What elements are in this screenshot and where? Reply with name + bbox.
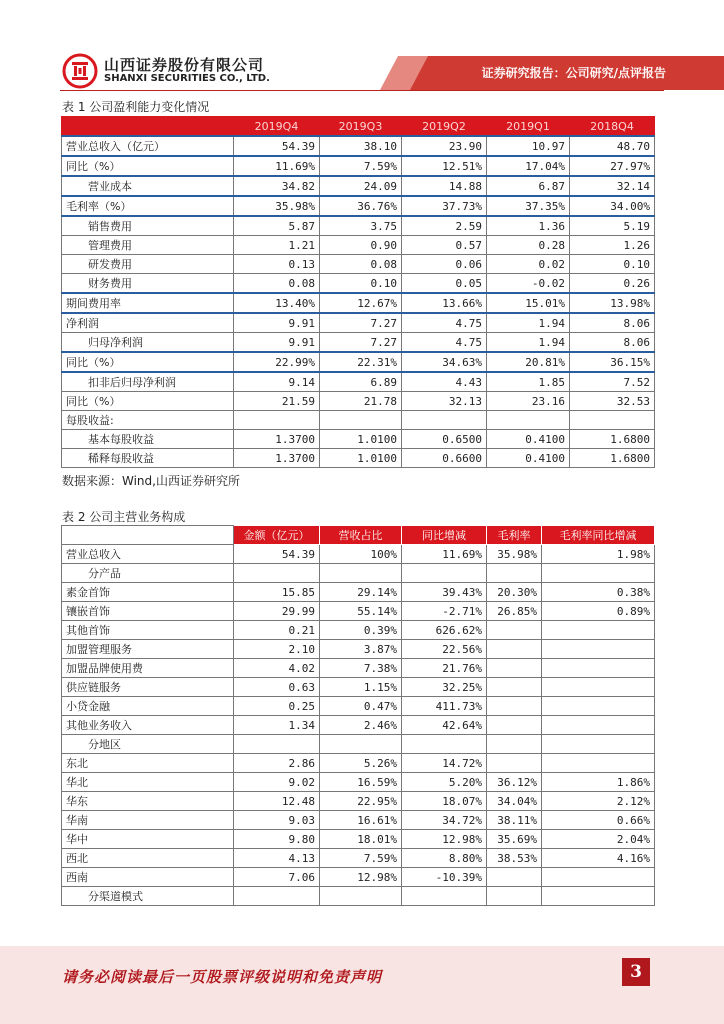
- row-label: 稀释每股收益: [62, 449, 234, 468]
- row-label: 营业总收入: [62, 545, 234, 564]
- value-cell: 12.67%: [320, 293, 402, 313]
- value-cell: 21.59: [234, 392, 320, 411]
- table1-caption: 表 1 公司盈利能力变化情况: [62, 100, 210, 114]
- table-row: [62, 811, 655, 830]
- value-cell: 7.59%: [320, 849, 402, 868]
- header-cell-empty: [62, 526, 234, 545]
- value-cell: -10.39%: [402, 868, 487, 887]
- value-cell: [487, 716, 542, 735]
- value-cell: 34.72%: [402, 811, 487, 830]
- value-cell: 29.99: [234, 602, 320, 621]
- value-cell: 1.26: [570, 236, 655, 255]
- value-cell: 27.97%: [570, 156, 655, 176]
- row-label: 基本每股收益: [62, 430, 234, 449]
- value-cell: 36.76%: [320, 196, 402, 216]
- row-label: 同比（%）: [62, 156, 234, 176]
- value-cell: 9.14: [234, 372, 320, 392]
- table-row: [62, 868, 655, 887]
- value-cell: 18.01%: [320, 830, 402, 849]
- value-cell: [320, 564, 402, 583]
- row-label: 华北: [62, 773, 234, 792]
- value-cell: 3.75: [320, 216, 402, 236]
- table-row: [62, 352, 655, 372]
- value-cell: 1.98%: [542, 545, 655, 564]
- value-cell: 0.08: [234, 274, 320, 294]
- value-cell: 4.75: [402, 333, 487, 353]
- value-cell: 1.94: [487, 333, 570, 353]
- value-cell: 23.90: [402, 136, 487, 156]
- table-row: [62, 196, 655, 216]
- value-cell: 1.21: [234, 236, 320, 255]
- table-row: [62, 176, 655, 196]
- value-cell: [402, 564, 487, 583]
- value-cell: 20.81%: [487, 352, 570, 372]
- value-cell: [542, 564, 655, 583]
- business-composition-table: [61, 525, 655, 906]
- value-cell: 1.86%: [542, 773, 655, 792]
- value-cell: [542, 678, 655, 697]
- column-header: 2019Q1: [487, 117, 570, 137]
- value-cell: 7.38%: [320, 659, 402, 678]
- row-label: 扣非后归母净利润: [62, 372, 234, 392]
- value-cell: 0.28: [487, 236, 570, 255]
- value-cell: 0.63: [234, 678, 320, 697]
- value-cell: 5.20%: [402, 773, 487, 792]
- header-divider: [60, 90, 664, 91]
- value-cell: 7.59%: [320, 156, 402, 176]
- row-label: 分地区: [62, 735, 234, 754]
- row-label: 小贷金融: [62, 697, 234, 716]
- row-label: 西北: [62, 849, 234, 868]
- value-cell: [487, 697, 542, 716]
- table-row: [62, 735, 655, 754]
- value-cell: 11.69%: [402, 545, 487, 564]
- value-cell: [234, 564, 320, 583]
- value-cell: 20.30%: [487, 583, 542, 602]
- disclaimer-text: 请务必阅读最后一页股票评级说明和免责声明: [62, 968, 383, 986]
- row-label: 营业总收入（亿元）: [62, 136, 234, 156]
- value-cell: [320, 887, 402, 906]
- value-cell: [542, 621, 655, 640]
- value-cell: 9.91: [234, 313, 320, 333]
- value-cell: 7.27: [320, 313, 402, 333]
- value-cell: 16.59%: [320, 773, 402, 792]
- value-cell: 0.4100: [487, 430, 570, 449]
- value-cell: 34.04%: [487, 792, 542, 811]
- value-cell: [542, 640, 655, 659]
- value-cell: 7.27: [320, 333, 402, 353]
- value-cell: [542, 716, 655, 735]
- value-cell: 1.85: [487, 372, 570, 392]
- value-cell: 36.15%: [570, 352, 655, 372]
- table-header-row: [62, 117, 655, 137]
- value-cell: 35.69%: [487, 830, 542, 849]
- row-label: 华中: [62, 830, 234, 849]
- value-cell: 22.95%: [320, 792, 402, 811]
- value-cell: 21.78: [320, 392, 402, 411]
- row-label: 东北: [62, 754, 234, 773]
- value-cell: 0.39%: [320, 621, 402, 640]
- value-cell: 4.13: [234, 849, 320, 868]
- column-header: 2019Q4: [234, 117, 320, 137]
- value-cell: 0.02: [487, 255, 570, 274]
- row-label: 研发费用: [62, 255, 234, 274]
- page-number: 3: [622, 958, 650, 986]
- value-cell: 34.63%: [402, 352, 487, 372]
- value-cell: 0.6500: [402, 430, 487, 449]
- value-cell: 5.87: [234, 216, 320, 236]
- page-header: [0, 0, 724, 92]
- value-cell: 1.34: [234, 716, 320, 735]
- column-header: 营收占比: [320, 526, 402, 545]
- table-row: [62, 236, 655, 255]
- value-cell: 9.91: [234, 333, 320, 353]
- value-cell: 35.98%: [487, 545, 542, 564]
- row-label: 加盟品牌使用费: [62, 659, 234, 678]
- table-row: [62, 156, 655, 176]
- value-cell: [402, 887, 487, 906]
- column-header: 2018Q4: [570, 117, 655, 137]
- table-row: [62, 640, 655, 659]
- company-name-cn: 山西证券股份有限公司: [104, 56, 265, 74]
- row-label: 管理费用: [62, 236, 234, 255]
- value-cell: 0.21: [234, 621, 320, 640]
- value-cell: 4.16%: [542, 849, 655, 868]
- value-cell: 13.66%: [402, 293, 487, 313]
- row-label: 华东: [62, 792, 234, 811]
- table-row: [62, 773, 655, 792]
- value-cell: [487, 411, 570, 430]
- value-cell: [487, 754, 542, 773]
- value-cell: 11.69%: [234, 156, 320, 176]
- table-row: [62, 716, 655, 735]
- value-cell: 0.05: [402, 274, 487, 294]
- row-label: 同比（%）: [62, 352, 234, 372]
- value-cell: [320, 735, 402, 754]
- value-cell: 24.09: [320, 176, 402, 196]
- row-label: 华南: [62, 811, 234, 830]
- value-cell: [570, 411, 655, 430]
- value-cell: 0.06: [402, 255, 487, 274]
- table-row: [62, 216, 655, 236]
- value-cell: 1.36: [487, 216, 570, 236]
- value-cell: 32.14: [570, 176, 655, 196]
- value-cell: 12.98%: [320, 868, 402, 887]
- value-cell: 42.64%: [402, 716, 487, 735]
- column-header: 毛利率同比增减: [542, 526, 655, 545]
- value-cell: 26.85%: [487, 602, 542, 621]
- column-header: 2019Q3: [320, 117, 402, 137]
- value-cell: [402, 411, 487, 430]
- value-cell: 2.46%: [320, 716, 402, 735]
- table-row: [62, 449, 655, 468]
- row-label: 销售费用: [62, 216, 234, 236]
- table-row: [62, 830, 655, 849]
- value-cell: 22.31%: [320, 352, 402, 372]
- value-cell: 0.25: [234, 697, 320, 716]
- value-cell: [542, 887, 655, 906]
- row-label: 供应链服务: [62, 678, 234, 697]
- value-cell: 38.10: [320, 136, 402, 156]
- value-cell: 9.03: [234, 811, 320, 830]
- header-cell-empty: [62, 117, 234, 137]
- value-cell: 1.3700: [234, 449, 320, 468]
- value-cell: 0.26: [570, 274, 655, 294]
- value-cell: 0.4100: [487, 449, 570, 468]
- table-row: [62, 255, 655, 274]
- value-cell: 2.59: [402, 216, 487, 236]
- row-label: 毛利率（%）: [62, 196, 234, 216]
- value-cell: 0.57: [402, 236, 487, 255]
- table-row: [62, 583, 655, 602]
- value-cell: 13.98%: [570, 293, 655, 313]
- row-label: 西南: [62, 868, 234, 887]
- table-row: [62, 602, 655, 621]
- row-label: 分产品: [62, 564, 234, 583]
- value-cell: 22.56%: [402, 640, 487, 659]
- profitability-table: [61, 116, 655, 468]
- table-row: [62, 678, 655, 697]
- value-cell: 7.06: [234, 868, 320, 887]
- value-cell: 8.80%: [402, 849, 487, 868]
- table-row: [62, 621, 655, 640]
- row-label: 每股收益:: [62, 411, 234, 430]
- value-cell: 2.10: [234, 640, 320, 659]
- value-cell: 1.0100: [320, 430, 402, 449]
- value-cell: 4.75: [402, 313, 487, 333]
- value-cell: 0.89%: [542, 602, 655, 621]
- value-cell: [402, 735, 487, 754]
- value-cell: 14.72%: [402, 754, 487, 773]
- value-cell: [542, 754, 655, 773]
- value-cell: 15.01%: [487, 293, 570, 313]
- value-cell: 2.04%: [542, 830, 655, 849]
- value-cell: 54.39: [234, 545, 320, 564]
- value-cell: [542, 868, 655, 887]
- value-cell: 1.0100: [320, 449, 402, 468]
- value-cell: 1.15%: [320, 678, 402, 697]
- value-cell: [487, 621, 542, 640]
- table-row: [62, 430, 655, 449]
- value-cell: 5.26%: [320, 754, 402, 773]
- value-cell: 9.80: [234, 830, 320, 849]
- row-label: 净利润: [62, 313, 234, 333]
- row-label: 分渠道模式: [62, 887, 234, 906]
- table-row: [62, 136, 655, 156]
- value-cell: 14.88: [402, 176, 487, 196]
- value-cell: [234, 735, 320, 754]
- value-cell: -0.02: [487, 274, 570, 294]
- value-cell: [487, 659, 542, 678]
- value-cell: 23.16: [487, 392, 570, 411]
- value-cell: 55.14%: [320, 602, 402, 621]
- value-cell: [487, 735, 542, 754]
- table-row: [62, 313, 655, 333]
- table-header-row: [62, 526, 655, 545]
- value-cell: 29.14%: [320, 583, 402, 602]
- value-cell: [487, 640, 542, 659]
- value-cell: 35.98%: [234, 196, 320, 216]
- value-cell: 6.89: [320, 372, 402, 392]
- table-row: [62, 697, 655, 716]
- table-row: [62, 659, 655, 678]
- value-cell: [542, 735, 655, 754]
- value-cell: 48.70: [570, 136, 655, 156]
- value-cell: 12.51%: [402, 156, 487, 176]
- value-cell: 38.11%: [487, 811, 542, 830]
- company-name-en: SHANXI SECURITIES CO., LTD.: [104, 73, 270, 84]
- value-cell: 38.53%: [487, 849, 542, 868]
- value-cell: 32.53: [570, 392, 655, 411]
- value-cell: 1.6800: [570, 449, 655, 468]
- value-cell: 32.25%: [402, 678, 487, 697]
- value-cell: 100%: [320, 545, 402, 564]
- value-cell: 36.12%: [487, 773, 542, 792]
- value-cell: 12.48: [234, 792, 320, 811]
- column-header: 毛利率: [487, 526, 542, 545]
- value-cell: 0.13: [234, 255, 320, 274]
- table-row: [62, 411, 655, 430]
- table-row: [62, 564, 655, 583]
- value-cell: 411.73%: [402, 697, 487, 716]
- value-cell: 4.02: [234, 659, 320, 678]
- value-cell: 32.13: [402, 392, 487, 411]
- table-row: [62, 887, 655, 906]
- value-cell: 3.87%: [320, 640, 402, 659]
- value-cell: 17.04%: [487, 156, 570, 176]
- row-label: 其他首饰: [62, 621, 234, 640]
- shanxi-securities-logo-icon: [62, 53, 98, 89]
- table-row: [62, 545, 655, 564]
- value-cell: 8.06: [570, 313, 655, 333]
- row-label: 素金首饰: [62, 583, 234, 602]
- value-cell: 18.07%: [402, 792, 487, 811]
- value-cell: 0.47%: [320, 697, 402, 716]
- value-cell: [320, 411, 402, 430]
- value-cell: 0.10: [320, 274, 402, 294]
- value-cell: 0.66%: [542, 811, 655, 830]
- row-label: 其他业务收入: [62, 716, 234, 735]
- value-cell: [487, 564, 542, 583]
- table-row: [62, 333, 655, 353]
- value-cell: [542, 697, 655, 716]
- value-cell: [542, 659, 655, 678]
- value-cell: 0.90: [320, 236, 402, 255]
- value-cell: -2.71%: [402, 602, 487, 621]
- value-cell: 1.94: [487, 313, 570, 333]
- table-row: [62, 754, 655, 773]
- value-cell: 6.87: [487, 176, 570, 196]
- table-row: [62, 849, 655, 868]
- value-cell: 7.52: [570, 372, 655, 392]
- value-cell: 39.43%: [402, 583, 487, 602]
- report-type-label: 证券研究报告：公司研究/点评报告: [481, 66, 666, 80]
- table-row: [62, 274, 655, 294]
- table-row: [62, 392, 655, 411]
- value-cell: 1.6800: [570, 430, 655, 449]
- value-cell: 626.62%: [402, 621, 487, 640]
- value-cell: 13.40%: [234, 293, 320, 313]
- value-cell: 21.76%: [402, 659, 487, 678]
- value-cell: 2.12%: [542, 792, 655, 811]
- value-cell: 34.82: [234, 176, 320, 196]
- value-cell: 2.86: [234, 754, 320, 773]
- row-label: 镶嵌首饰: [62, 602, 234, 621]
- value-cell: 9.02: [234, 773, 320, 792]
- row-label: 加盟管理服务: [62, 640, 234, 659]
- table2-caption: 表 2 公司主营业务构成: [62, 510, 186, 524]
- value-cell: 16.61%: [320, 811, 402, 830]
- value-cell: [487, 868, 542, 887]
- row-label: 同比（%）: [62, 392, 234, 411]
- value-cell: 5.19: [570, 216, 655, 236]
- column-header: 2019Q2: [402, 117, 487, 137]
- value-cell: 37.73%: [402, 196, 487, 216]
- column-header: 金额（亿元）: [234, 526, 320, 545]
- value-cell: 37.35%: [487, 196, 570, 216]
- table-row: [62, 293, 655, 313]
- value-cell: 0.08: [320, 255, 402, 274]
- value-cell: [487, 887, 542, 906]
- table-row: [62, 792, 655, 811]
- value-cell: [234, 887, 320, 906]
- value-cell: 34.00%: [570, 196, 655, 216]
- value-cell: [487, 678, 542, 697]
- value-cell: 0.10: [570, 255, 655, 274]
- value-cell: 12.98%: [402, 830, 487, 849]
- table-row: [62, 372, 655, 392]
- value-cell: 0.38%: [542, 583, 655, 602]
- value-cell: 10.97: [487, 136, 570, 156]
- value-cell: 54.39: [234, 136, 320, 156]
- row-label: 营业成本: [62, 176, 234, 196]
- value-cell: 4.43: [402, 372, 487, 392]
- value-cell: 15.85: [234, 583, 320, 602]
- value-cell: 1.3700: [234, 430, 320, 449]
- value-cell: [234, 411, 320, 430]
- value-cell: 0.6600: [402, 449, 487, 468]
- row-label: 期间费用率: [62, 293, 234, 313]
- value-cell: 22.99%: [234, 352, 320, 372]
- data-source-note: 数据来源：Wind,山西证券研究所: [62, 474, 240, 488]
- column-header: 同比增减: [402, 526, 487, 545]
- row-label: 归母净利润: [62, 333, 234, 353]
- value-cell: 8.06: [570, 333, 655, 353]
- row-label: 财务费用: [62, 274, 234, 294]
